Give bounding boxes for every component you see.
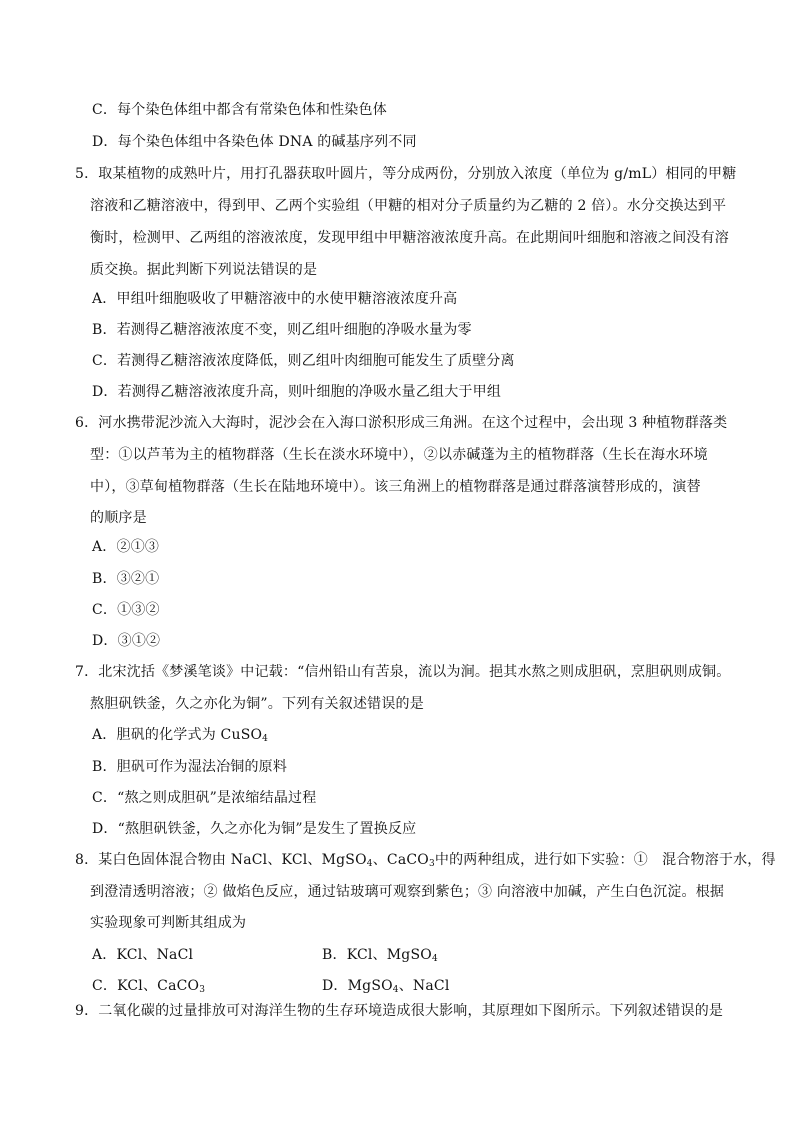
- q8-option-b-text: B．KCl、MgSO: [322, 947, 432, 963]
- q7-option-a: [92, 725, 268, 745]
- q4-option-d: D．每个染色体组中各染色体 DNA 的碱基序列不同: [92, 134, 417, 150]
- q5-stem-line-1: 5．取某植物的成熟叶片，用打孔器获取叶圆片，等分成两份，分别放入浓度（单位为 g/mL）相同的甲糖: [75, 166, 737, 182]
- q8-option-d: [322, 976, 450, 996]
- q5-option-b: B．若测得乙糖溶液浓度不变，则乙组叶细胞的净吸水量为零: [92, 322, 472, 338]
- q5-stem-line-4: 质交换。据此判断下列说法错误的是: [90, 262, 318, 278]
- q5-stem-line-2: 溶液和乙糖溶液中，得到甲、乙两个实验组（甲糖的相对分子质量约为乙糖的 2 倍）。水分交换达到平: [90, 198, 727, 214]
- q8-option-d-subscript: 4: [392, 985, 399, 995]
- q7-option-c: C．“熬之则成胆矾”是浓缩结晶过程: [92, 790, 317, 806]
- q8-stem-sub-2: 3: [428, 859, 435, 869]
- q5-option-a: A．甲组叶细胞吸收了甲糖溶液中的水使甲糖溶液浓度升高: [92, 291, 458, 307]
- q5-option-d: D．若测得乙糖溶液浓度升高，则叶细胞的净吸水量乙组大于甲组: [92, 384, 502, 400]
- q6-option-c: C．①③②: [92, 602, 160, 618]
- q6-stem-line-3: 中），③草甸植物群落（生长在陆地环境中）。该三角洲上的植物群落是通过群落演替形成的，演替: [90, 479, 701, 495]
- q7-option-a-text: A．胆矾的化学式为 CuSO: [92, 727, 263, 743]
- q7-stem-line-2: 熬胆矾铁釜，久之亦化为铜”。下列有关叙述错误的是: [90, 696, 424, 712]
- q8-stem-line-3: 实验现象可判断其组成为: [90, 915, 247, 931]
- q8-stem-sub-1: 4: [366, 859, 373, 869]
- q8-option-a: A．KCl、NaCl: [92, 947, 194, 963]
- q7-stem-line-1: 7．北宋沈括《梦溪笔谈》中记载：“信州铅山有苦泉，流以为涧。挹其水熬之则成胆矾，烹胆矾则成铜。: [75, 664, 731, 680]
- q8-stem-1a: 8．某白色固体混合物由 NaCl、KCl、MgSO: [75, 852, 367, 868]
- q7-option-d: D．“熬胆矾铁釜，久之亦化为铜”是发生了置换反应: [92, 821, 417, 837]
- q8-option-c-subscript: 3: [199, 985, 206, 995]
- q9-stem: 9．二氧化碳的过量排放可对海洋生物的生存环境造成很大影响，其原理如下图所示。下列叙述错误的是: [75, 1003, 724, 1019]
- q8-option-c-text: C．KCl、CaCO: [92, 978, 200, 994]
- q5-stem-line-3: 衡时，检测甲、乙两组的溶液浓度，发现甲组中甲糖溶液浓度升高。在此期间叶细胞和溶液之间没有溶: [90, 230, 729, 246]
- q8-stem-line-2: 到澄清透明溶液；② 做焰色反应，通过钴玻璃可观察到紫色；③ 向溶液中加碱，产生白色沉淀。根据: [90, 884, 725, 900]
- q6-stem-line-4: 的顺序是: [90, 510, 147, 526]
- q7-option-a-subscript: 4: [262, 734, 269, 744]
- q8-stem-line-1: [75, 850, 776, 870]
- q8-option-b: [322, 945, 438, 965]
- q6-option-b: B．③②①: [92, 571, 160, 587]
- q8-option-d-text-a: D．MgSO: [322, 978, 393, 994]
- q6-option-d: D．③①②: [92, 633, 161, 649]
- q8-stem-1c: 中的两种组成，进行如下实验：① 混合物溶于水，得: [434, 852, 776, 868]
- q5-option-c: C．若测得乙糖溶液浓度降低，则乙组叶肉细胞可能发生了质壁分离: [92, 353, 515, 369]
- q8-option-d-text-b: 、NaCl: [398, 978, 450, 994]
- q7-option-b: B．胆矾可作为湿法冶铜的原料: [92, 759, 288, 775]
- q4-option-c: C．每个染色体组中都含有常染色体和性染色体: [92, 102, 387, 118]
- q6-option-a: A．②①③: [92, 539, 160, 555]
- q6-stem-line-1: 6．河水携带泥沙流入大海时，泥沙会在入海口淤积形成三角洲。在这个过程中，会出现 3 种植物群落类: [75, 415, 728, 431]
- q8-option-b-subscript: 4: [431, 954, 438, 964]
- q8-stem-1b: 、CaCO: [372, 852, 429, 868]
- q6-stem-line-2: 型：①以芦苇为主的植物群落（生长在淡水环境中），②以赤碱蓬为主的植物群落（生长在海水环境: [90, 447, 708, 463]
- q8-option-c: [92, 976, 205, 996]
